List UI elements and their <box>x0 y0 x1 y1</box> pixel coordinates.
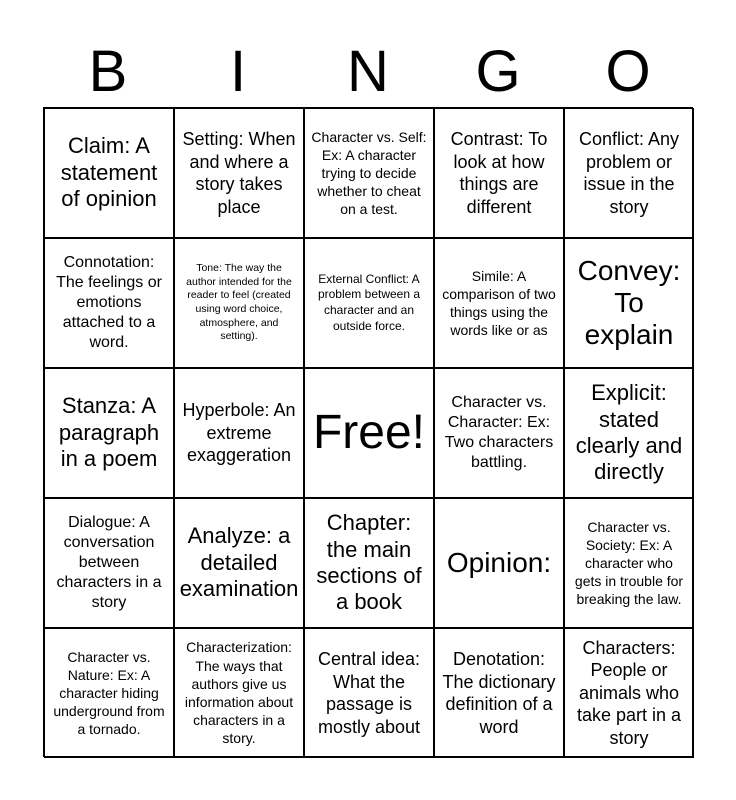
cell-text: Setting: When and where a story takes place <box>182 129 296 217</box>
bingo-cell[interactable] <box>44 108 174 238</box>
bingo-free-space[interactable] <box>304 368 434 498</box>
bingo-cell[interactable] <box>174 108 304 238</box>
cell-text: Central idea: What the passage is mostly about <box>317 649 421 737</box>
header-letter-b: B <box>88 39 128 104</box>
cell-text: Character vs. Character: Ex: Two characters battling. <box>444 394 554 471</box>
cell-text: Opinion: <box>446 546 552 578</box>
cell-text: Convey: To explain <box>577 254 681 351</box>
cell-text: Characterization: The ways that authors give us information about characters in a story. <box>184 639 294 747</box>
cell-text: Stanza: A paragraph in a poem <box>58 393 160 472</box>
bingo-card-grid <box>43 107 693 757</box>
cell-text: Simile: A comparison of two things using the words like or as <box>442 267 556 339</box>
bingo-cell[interactable] <box>564 238 694 368</box>
bingo-cell[interactable] <box>44 238 174 368</box>
cell-text: Dialogue: A conversation between characters in a story <box>56 514 162 611</box>
bingo-header <box>43 40 693 104</box>
bingo-cell[interactable] <box>564 498 694 628</box>
bingo-cell[interactable] <box>174 238 304 368</box>
bingo-cell[interactable] <box>434 498 564 628</box>
bingo-cell[interactable] <box>304 628 434 758</box>
cell-text: Hyperbole: An extreme exaggeration <box>182 400 296 466</box>
cell-text: Character vs. Self: Ex: A character trying to decide whether to cheat on a test. <box>311 128 427 218</box>
cell-text: Contrast: To look at how things are different <box>450 129 548 217</box>
cell-text: Explicit: stated clearly and directly <box>575 380 683 485</box>
header-letter-n: N <box>347 39 389 104</box>
header-letter-i: I <box>229 39 247 104</box>
cell-text: Connotation: The feelings or emotions attached to a word. <box>56 254 162 351</box>
cell-text: Chapter: the main sections of a book <box>316 510 422 615</box>
bingo-cell[interactable] <box>304 498 434 628</box>
bingo-cell[interactable] <box>44 628 174 758</box>
cell-text: Denotation: The dictionary definition of a word <box>442 649 556 737</box>
cell-text: Character vs. Society: Ex: A character who gets in trouble for breaking the law. <box>574 518 684 608</box>
cell-text: Tone: The way the author intended for the reader to feel (created using word choice, atmosphere, and setting). <box>186 262 292 343</box>
bingo-cell[interactable] <box>44 498 174 628</box>
cell-text: Claim: A statement of opinion <box>60 133 158 212</box>
cell-text: Conflict: Any problem or issue in the story <box>578 129 680 217</box>
cell-text: Character vs. Nature: Ex: A character hiding underground from a tornado. <box>53 648 165 738</box>
cell-text: Characters: People or animals who take part in a story <box>576 637 682 748</box>
header-letter-o: O <box>605 39 651 104</box>
bingo-cell[interactable] <box>304 238 434 368</box>
bingo-cell[interactable] <box>174 368 304 498</box>
bingo-cell[interactable] <box>304 108 434 238</box>
bingo-cell[interactable] <box>434 108 564 238</box>
bingo-cell[interactable] <box>434 238 564 368</box>
bingo-cell[interactable] <box>44 368 174 498</box>
header-letter-g: G <box>475 39 521 104</box>
bingo-cell[interactable] <box>434 368 564 498</box>
bingo-cell[interactable] <box>434 628 564 758</box>
bingo-cell[interactable] <box>174 498 304 628</box>
bingo-cell[interactable] <box>564 108 694 238</box>
bingo-cell[interactable] <box>174 628 304 758</box>
cell-text: External Conflict: A problem between a character and an outside force. <box>317 271 421 333</box>
bingo-cell[interactable] <box>564 628 694 758</box>
bingo-cell[interactable] <box>564 368 694 498</box>
free-space-label: Free! <box>312 406 426 460</box>
cell-text: Analyze: a detailed examination <box>179 523 299 602</box>
